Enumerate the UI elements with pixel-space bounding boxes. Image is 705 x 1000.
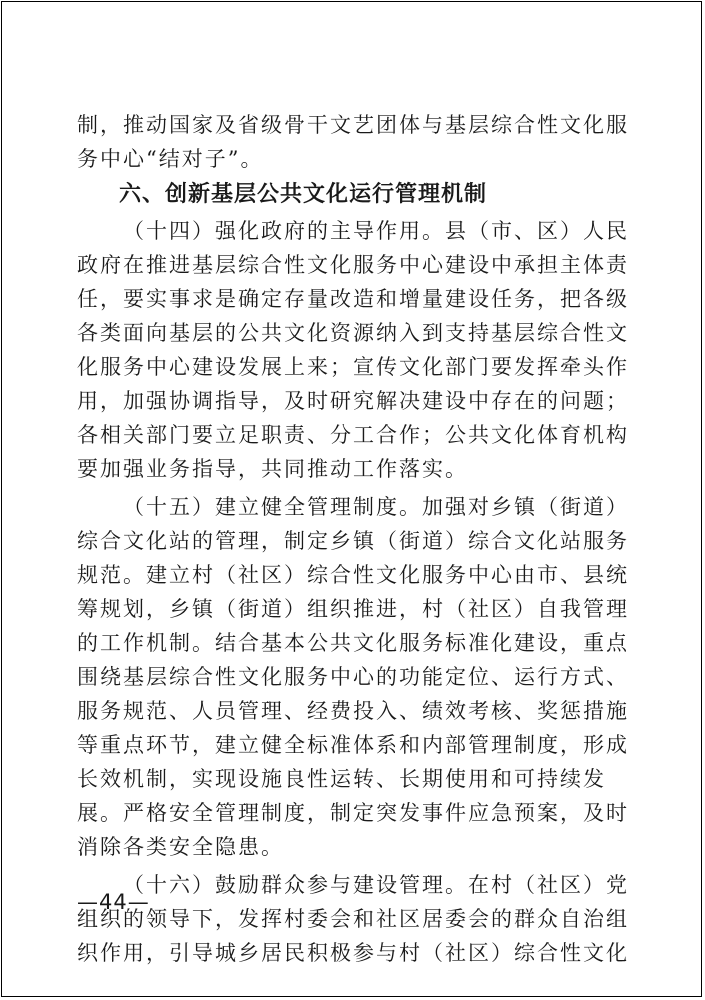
body-line: 制，推动国家及省级骨干文艺团体与基层综合性文化服 — [77, 113, 629, 137]
body-line: 织作用，引导城乡居民积极参与村（社区）综合性文化 — [77, 941, 629, 965]
paragraph-16 — [77, 868, 629, 970]
section-heading: 六、创新基层公共文化运行管理机制 — [119, 182, 488, 207]
body-line: 要加强业务指导，共同推动工作落实。 — [77, 457, 468, 481]
paragraph-14 — [77, 214, 629, 486]
document-body — [77, 108, 629, 970]
body-line: 规范。建立村（社区）综合性文化服务中心由市、县统 — [77, 563, 629, 587]
body-line: 筹规划，乡镇（街道）组织推进，村（社区）自我管理 — [77, 597, 629, 621]
body-line: 各类面向基层的公共文化资源纳入到支持基层综合性文 — [77, 321, 629, 345]
body-line: （十六）鼓励群众参与建设管理。在村（社区）党 — [123, 873, 629, 897]
body-line: 围绕基层综合性文化服务中心的功能定位、运行方式、 — [77, 665, 629, 689]
page-number: —44— — [77, 890, 150, 914]
body-line: （十四）强化政府的主导作用。县（市、区）人民 — [123, 219, 629, 243]
body-line: 的工作机制。结合基本公共文化服务标准化建设，重点 — [77, 631, 629, 655]
body-line: 各相关部门要立足职责、分工合作；公共文化体育机构 — [77, 423, 629, 447]
paragraph-15 — [77, 490, 629, 864]
body-line: 服务规范、人员管理、经费投入、绩效考核、奖惩措施 — [77, 699, 629, 723]
body-line: 综合文化站的管理，制定乡镇（街道）综合文化站服务 — [77, 529, 629, 553]
body-line: 务中心“结对子”。 — [77, 147, 264, 171]
body-line: 展。严格安全管理制度，制定突发事件应急预案，及时 — [77, 801, 629, 825]
body-line: 任，要实事求是确定存量改造和增量建设任务，把各级 — [77, 287, 629, 311]
body-line: 长效机制，实现设施良性运转、长期使用和可持续发 — [77, 767, 606, 791]
body-line: 化服务中心建设发展上来；宣传文化部门要发挥牵头作 — [77, 355, 629, 379]
body-line: 组织的领导下，发挥村委会和社区居委会的群众自治组 — [77, 907, 629, 931]
body-line: 等重点环节，建立健全标准体系和内部管理制度，形成 — [77, 733, 629, 757]
body-line: 消除各类安全隐患。 — [77, 835, 284, 859]
body-line: （十五）建立健全管理制度。加强对乡镇（街道） — [123, 495, 629, 519]
body-line: 用，加强协调指导，及时研究解决建设中存在的问题； — [77, 389, 629, 413]
body-line: 政府在推进基层综合性文化服务中心建设中承担主体责 — [77, 253, 629, 277]
